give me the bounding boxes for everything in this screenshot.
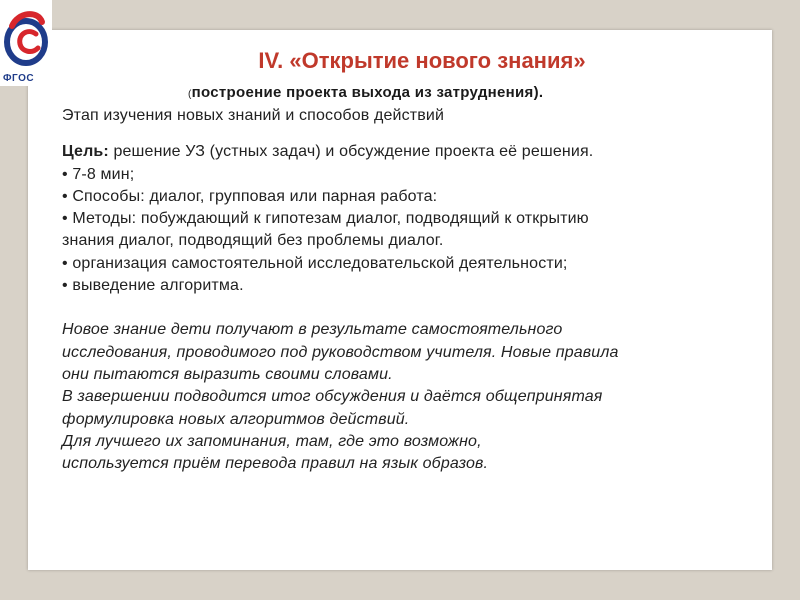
bullet-item: • Методы: побуждающий к гипотезам диалог, подводящий к открытию (62, 210, 589, 228)
italic-paragraph-line: формулировка новых алгоритмов действий. (62, 410, 410, 428)
italic-paragraph-line: В завершении подводится итог обсуждения и даётся общепринятая (62, 388, 603, 406)
bullet-item: • Способы: диалог, групповая или парная работа: (62, 187, 438, 205)
goal-text: решение УЗ (устных задач) и обсуждение проекта её решения. (108, 143, 594, 161)
goal-line (62, 141, 762, 163)
slide-body (62, 105, 762, 475)
bullet-item: • выведение алгоритма. (62, 277, 244, 295)
italic-paragraph-line: исследования, проводимого под руководством учителя. Новые правила (62, 343, 619, 361)
slide-title-text: IV. «Открытие нового знания» (258, 48, 586, 73)
bullet-item-continuation: знания диалог, подводящий без проблемы диалог. (62, 232, 444, 250)
subtitle-text: построение проекта выхода из затруднения). (191, 84, 544, 101)
bullet-item: • организация самостоятельной исследовательской деятельности; (62, 254, 568, 272)
logo-text: ФГОС (3, 73, 35, 84)
stage-line: Этап изучения новых знаний и способов действий (62, 107, 445, 124)
subtitle-open-paren: ( (188, 89, 192, 100)
goal-label: Цель: (62, 143, 109, 161)
slide-title (0, 48, 800, 74)
slide-subtitle (188, 84, 543, 101)
italic-paragraph-line: Для лучшего их запоминания, там, где это возможно, (62, 432, 482, 450)
italic-paragraph-line: они пытаются выразить своими словами. (62, 365, 393, 383)
italic-paragraph-line: Новое знание дети получают в результате самостоятельного (62, 321, 563, 339)
italic-paragraph-line: используется приём перевода правил на язык образов. (62, 455, 489, 473)
bullet-item: • 7-8 мин; (62, 165, 135, 183)
